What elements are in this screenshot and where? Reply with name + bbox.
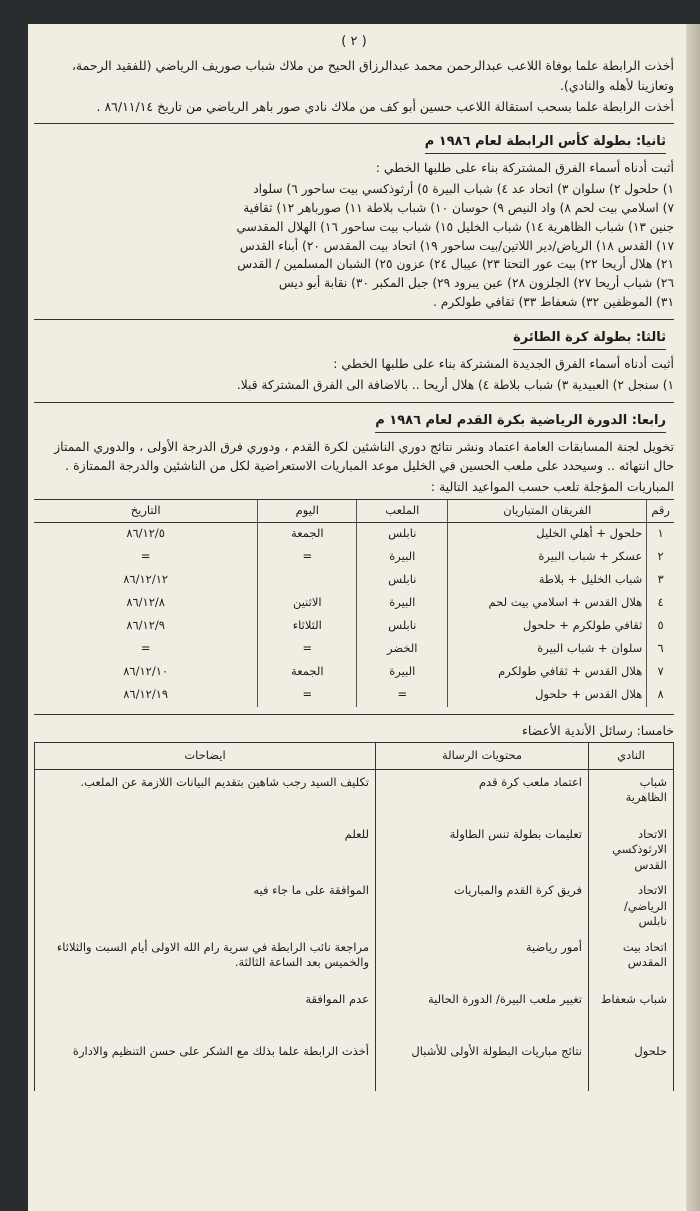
letter-content: تغيير ملعب البيرة/ الدورة الحالية: [376, 987, 589, 1039]
match-teams: شباب الخليل + بلاطة: [448, 569, 647, 592]
table-row: [34, 546, 674, 569]
divider: [34, 123, 674, 124]
match-date: ٨٦/١٢/٨: [34, 592, 258, 615]
match-teams: سلوان + شباب البيرة: [448, 638, 647, 661]
divider: [34, 402, 674, 403]
letter-content: تعليمات بطولة تنس الطاولة: [376, 822, 589, 879]
letter-club: حلحول: [589, 1039, 674, 1091]
table-row: [35, 987, 674, 1039]
table-header-row: [35, 743, 674, 770]
match-venue: الخضر: [357, 638, 448, 661]
page-number: ( ٢ ): [341, 34, 367, 49]
match-day: الثلاثاء: [258, 615, 357, 638]
table-row: [35, 878, 674, 935]
match-venue: البيرة: [357, 592, 448, 615]
match-teams: هلال القدس + اسلامي بيت لحم: [448, 592, 647, 615]
match-num: ١: [657, 526, 664, 541]
letter-notes: الموافقة على ما جاء فيه: [35, 878, 376, 935]
letter-content: اعتماد ملعب كرة قدم: [376, 769, 589, 822]
intro-paragraph-2: أخذت الرابطة علما بسحب استقالة اللاعب حسين أبو كف من ملاك نادي صور باهر الرياضي من تاريخ ٨٦/١١/١٤ .: [96, 98, 674, 114]
match-day: =: [258, 638, 357, 661]
team-line: جنين ١٣) شباب الظاهرية ١٤) شباب الخليل ١٥) شباب بيت ساحور ١٦) الهلال المقدسي: [236, 219, 674, 234]
match-date: ٨٦/١٢/١٢: [34, 569, 258, 592]
match-date: ٨٦/١٢/١٠: [34, 661, 258, 684]
match-date: ٨٦/١٢/٥: [34, 522, 258, 546]
team-line: ٣١) الموظفين ٣٢) شعفاط ٣٣) ثقافي طولكرم .: [432, 295, 674, 310]
col-header-num: رقم: [647, 499, 674, 522]
letter-content: نتائج مباريات البطولة الأولى للأشبال: [376, 1039, 589, 1091]
col-header-notes: ايضاحات: [35, 743, 376, 770]
section-4-schedule-intro: المباريات المؤجلة تلعب حسب المواعيد التالية :: [430, 479, 674, 495]
table-row: [34, 522, 674, 546]
section-4-paragraph: تخويل لجنة المسابقات العامة اعتماد ونشر نتائج دوري الناشئين لكرة القدم ، ودوري فرق الدرجة الأولى ، والدوري الممتاز حال انتهائه .. وسيحدد على ملعب الحسين في الخليل موعد المباريات الاستعراضية لكل من الناشئين والدرجة الممتازة .: [54, 438, 674, 474]
match-num: ٨: [657, 687, 664, 702]
document-page: [28, 24, 686, 1211]
match-teams: حلحول + أهلي الخليل: [448, 522, 647, 546]
letter-notes: أخذت الرابطة علما بذلك مع الشكر على حسن التنظيم والادارة: [35, 1039, 376, 1091]
match-venue: البيرة: [357, 546, 448, 569]
match-date: ٨٦/١٢/٩: [34, 615, 258, 638]
letter-club: اتحاد بيت المقدس: [589, 935, 674, 987]
team-line: ٧) اسلامي بيت لحم ٨) واد النيص ٩) حوسان ١٠) شباب بلاطة ١١) صورباهر ١٢) ثقافية: [243, 200, 674, 215]
match-venue: نابلس: [357, 522, 448, 546]
letter-club: شباب شعفاط: [589, 987, 674, 1039]
match-teams: هلال القدس + ثقافي طولكرم: [448, 661, 647, 684]
letter-club: الاتحاد الرياضي/ نابلس: [589, 878, 674, 935]
section-4-title: رابعا: الدورة الرياضية بكرة القدم لعام ١٩٨٦ م: [375, 411, 666, 433]
table-row: [34, 592, 674, 615]
table-row: [35, 935, 674, 987]
match-date: =: [34, 638, 258, 661]
letter-club: الاتحاد الارثوذكسي القدس: [589, 822, 674, 879]
match-day: الاثنين: [258, 592, 357, 615]
intro-paragraph-1: أخذت الرابطة علما بوفاة اللاعب عبدالرحمن محمد عبدالرزاق الحيح من ملاك شباب صوريف الرياضي (للفقيد الرحمة، وتعازينا لأهله والنادي).: [71, 58, 674, 93]
table-row: [34, 569, 674, 592]
match-date: =: [34, 546, 258, 569]
match-teams: هلال القدس + حلحول: [448, 684, 647, 707]
match-teams: عسكر + شباب البيرة: [448, 546, 647, 569]
section-2-title: ثانيا: بطولة كأس الرابطة لعام ١٩٨٦ م: [425, 132, 666, 154]
match-num: ٣: [657, 572, 664, 587]
match-venue: نابلس: [357, 569, 448, 592]
table-row: [34, 684, 674, 707]
table-row: [35, 1039, 674, 1091]
table-row: [34, 615, 674, 638]
col-header-content: محتويات الرسالة: [376, 743, 589, 770]
league-cup-teams: [34, 180, 674, 312]
section-5-title: خامسا: رسائل الأندية الأعضاء: [522, 722, 674, 738]
match-date: ٨٦/١٢/١٩: [34, 684, 258, 707]
match-venue: نابلس: [357, 615, 448, 638]
match-num: ٤: [657, 595, 664, 610]
letter-notes: تكليف السيد رجب شاهين بتقديم البيانات اللازمة عن الملعب.: [35, 769, 376, 822]
match-num: ٥: [657, 618, 664, 633]
col-header-teams: الفريقان المتباريان: [448, 499, 647, 522]
col-header-venue: الملعب: [357, 499, 448, 522]
table-row: [35, 822, 674, 879]
page-edge: [686, 24, 700, 1211]
table-header-row: [34, 499, 674, 522]
section-3-title: ثالثا: بطولة كرة الطائرة: [513, 328, 666, 350]
volleyball-teams: ١) سنجل ٢) العبيدية ٣) شباب بلاطة ٤) هلال أريحا .. بالاضافة الى الفرق المشتركة قبلا.: [236, 377, 674, 392]
letter-notes: للعلم: [35, 822, 376, 879]
table-row: [34, 638, 674, 661]
team-line: ٢١) هلال أريحا ٢٢) بيت عور التحتا ٢٣) عيبال ٢٤) عزون ٢٥) الشبان المسلمين / القدس: [237, 257, 674, 272]
team-line: ١) حلحول ٢) سلوان ٣) اتحاد عد ٤) شباب البيرة ٥) أرثوذكسي بيت ساحور ٦) سلواد: [253, 181, 674, 196]
match-day: الجمعة: [258, 522, 357, 546]
match-venue: =: [357, 684, 448, 707]
match-venue: البيرة: [357, 661, 448, 684]
match-day: [258, 569, 357, 592]
table-row: [35, 769, 674, 822]
col-header-date: التاريخ: [34, 499, 258, 522]
divider: [34, 319, 674, 320]
table-row: [34, 661, 674, 684]
match-num: ٧: [657, 664, 664, 679]
postponed-matches-table: [34, 499, 674, 707]
section-3-intro: أثبت أدناه أسماء الفرق الجديدة المشتركة بناء على طلبها الخطي :: [333, 356, 674, 372]
match-num: ٦: [657, 641, 664, 656]
match-day: =: [258, 684, 357, 707]
match-teams: ثقافي طولكرم + حلحول: [448, 615, 647, 638]
team-line: ١٧) القدس ١٨) الرياض/دير اللاتين/بيت ساحور ١٩) اتحاد بيت المقدس ٢٠) أبناء القدس: [239, 238, 674, 253]
letter-notes: عدم الموافقة: [35, 987, 376, 1039]
divider: [34, 714, 674, 715]
match-day: الجمعة: [258, 661, 357, 684]
letter-content: فريق كرة القدم والمباريات: [376, 878, 589, 935]
team-line: ٢٦) شباب أريحا ٢٧) الجلزون ٢٨) عين يبرود ٢٩) جبل المكبر ٣٠) نقابة أبو ديس: [278, 276, 674, 291]
section-2-intro: أثبت أدناه أسماء الفرق المشتركة بناء على طلبها الخطي :: [375, 160, 674, 176]
letter-club: شباب الظاهرية: [589, 769, 674, 822]
match-num: ٢: [657, 549, 664, 564]
col-header-day: اليوم: [258, 499, 357, 522]
letter-content: أمور رياضية: [376, 935, 589, 987]
col-header-club: النادي: [589, 743, 674, 770]
match-day: =: [258, 546, 357, 569]
club-letters-table: [34, 742, 674, 1091]
letter-notes: مراجعة نائب الرابطة في سرية رام الله الاولى أيام السبت والثلاثاء والخميس بعد الساعة الثالثة.: [35, 935, 376, 987]
